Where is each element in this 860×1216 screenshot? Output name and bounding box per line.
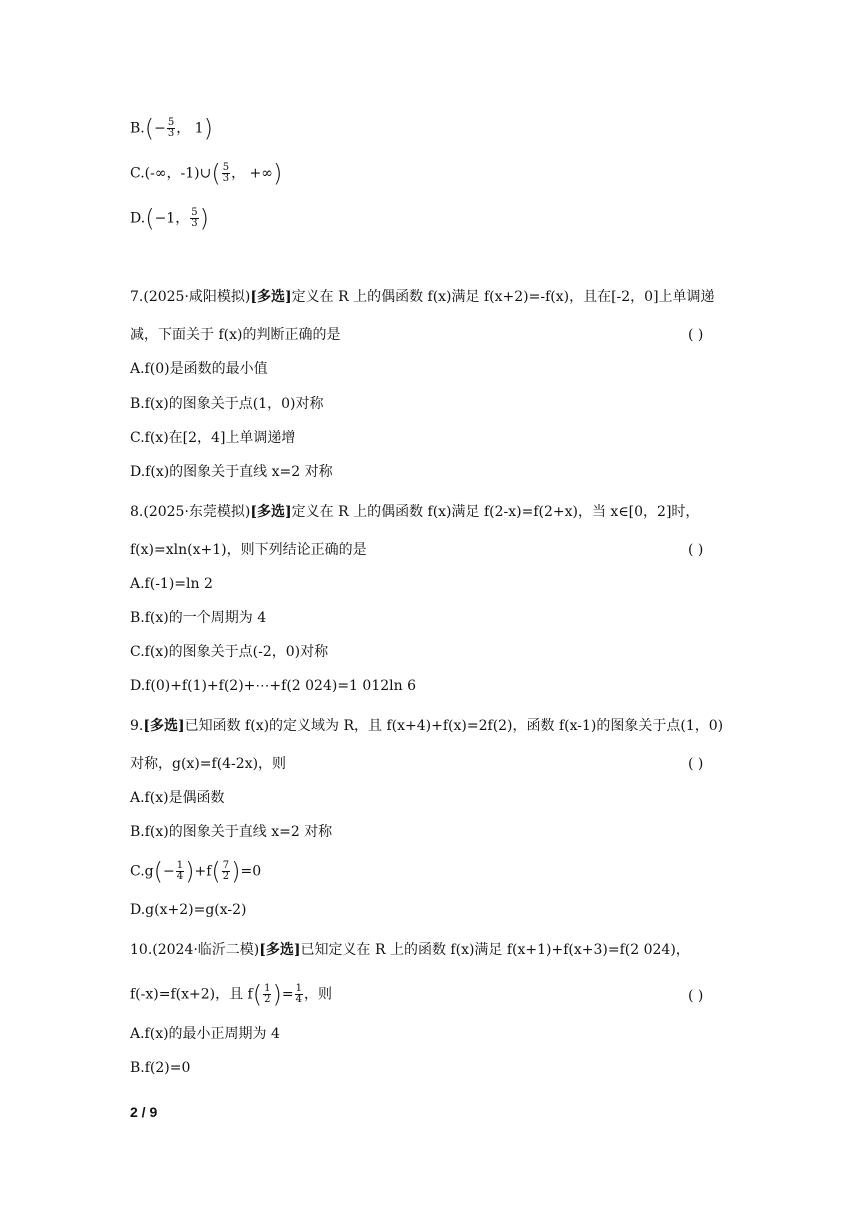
q8-stem-line1: 8.(2025·东莞模拟)[多选]定义在 R 上的偶函数 f(x)满足 f(2-x)=f(2+x)，当 x∈[0，2]时，: [130, 504, 700, 520]
option-c-prev: C.(-∞，-1)∪( $\frac{5}{3}$ ， +∞): [130, 159, 283, 188]
page-number: 2 / 9: [130, 1104, 158, 1120]
q7-stem-line2: 减，下面关于 f(x)的判断正确的是: [130, 327, 341, 343]
q10-stem-line2: f(-x)=f(x+2)，且 f( $\frac{1}{2}$ )= $\frac{1}{4}$ ，则: [130, 980, 332, 1009]
multi-select-tag: [多选]: [143, 718, 185, 734]
q9-stem-line1: 9.[多选]已知函数 f(x)的定义域为 R，且 f(x+4)+f(x)=2f(2)，函数 f(x-1)的图象关于点(1，0): [130, 718, 724, 734]
fraction: $\frac{1}{4}$: [176, 860, 184, 882]
q7-stem-line1: 7.(2025·咸阳模拟)[多选]定义在 R 上的偶函数 f(x)满足 f(x+2)=-f(x)，且在[-2，0]上单调递: [130, 289, 715, 305]
option-d-prev: D.(−1， $\frac{5}{3}$ ): [130, 204, 209, 233]
answer-blank: ( ): [688, 542, 704, 558]
q8-option-a: A.f(-1)=ln 2: [130, 576, 213, 592]
fraction: $\frac{5}{3}$: [222, 162, 230, 184]
fraction: $\frac{1}{4}$: [295, 983, 302, 1005]
q8-stem-line2: f(x)=xln(x+1)，则下列结论正确的是: [130, 542, 367, 558]
fraction: $\frac{1}{2}$: [264, 983, 271, 1005]
answer-blank: ( ): [688, 756, 704, 772]
q10-option-a: A.f(x)的最小正周期为 4: [130, 1026, 280, 1042]
q9-option-b: B.f(x)的图象关于直线 x=2 对称: [130, 824, 333, 840]
q7-option-c: C.f(x)在[2，4]上单调递增: [130, 430, 296, 446]
q8-option-c: C.f(x)的图象关于点(-2，0)对称: [130, 644, 329, 660]
multi-select-tag: [多选]: [259, 942, 301, 958]
q8-option-b: B.f(x)的一个周期为 4: [130, 610, 267, 626]
q9-option-c: C.g(− $\frac{1}{4}$ )+f( $\frac{7}{2}$ )=0: [130, 857, 262, 886]
q8-option-d: D.f(0)+f(1)+f(2)+⋯+f(2 024)=1 012ln 6: [130, 678, 416, 694]
answer-blank: ( ): [688, 988, 704, 1004]
fraction: $\frac{5}{3}$: [167, 117, 175, 139]
q7-option-d: D.f(x)的图象关于直线 x=2 对称: [130, 464, 333, 480]
q9-option-d: D.g(x+2)=g(x-2): [130, 902, 247, 918]
q10-stem-line1: 10.(2024·临沂二模)[多选]已知定义在 R 上的函数 f(x)满足 f(x+1)+f(x+3)=f(2 024)，: [130, 942, 690, 958]
fraction: $\frac{5}{3}$: [191, 207, 198, 229]
q9-option-a: A.f(x)是偶函数: [130, 790, 225, 806]
multi-select-tag: [多选]: [250, 504, 292, 520]
multi-select-tag: [多选]: [250, 289, 292, 305]
q7-option-b: B.f(x)的图象关于点(1，0)对称: [130, 396, 324, 412]
q9-stem-line2: 对称，g(x)=f(4-2x)，则: [130, 756, 287, 772]
answer-blank: ( ): [688, 327, 704, 343]
fraction: $\frac{7}{2}$: [222, 860, 230, 882]
q10-option-b: B.f(2)=0: [130, 1060, 191, 1076]
option-b-prev: B.(− $\frac{5}{3}$ ， 1): [130, 114, 213, 143]
q7-option-a: A.f(0)是函数的最小值: [130, 361, 268, 377]
